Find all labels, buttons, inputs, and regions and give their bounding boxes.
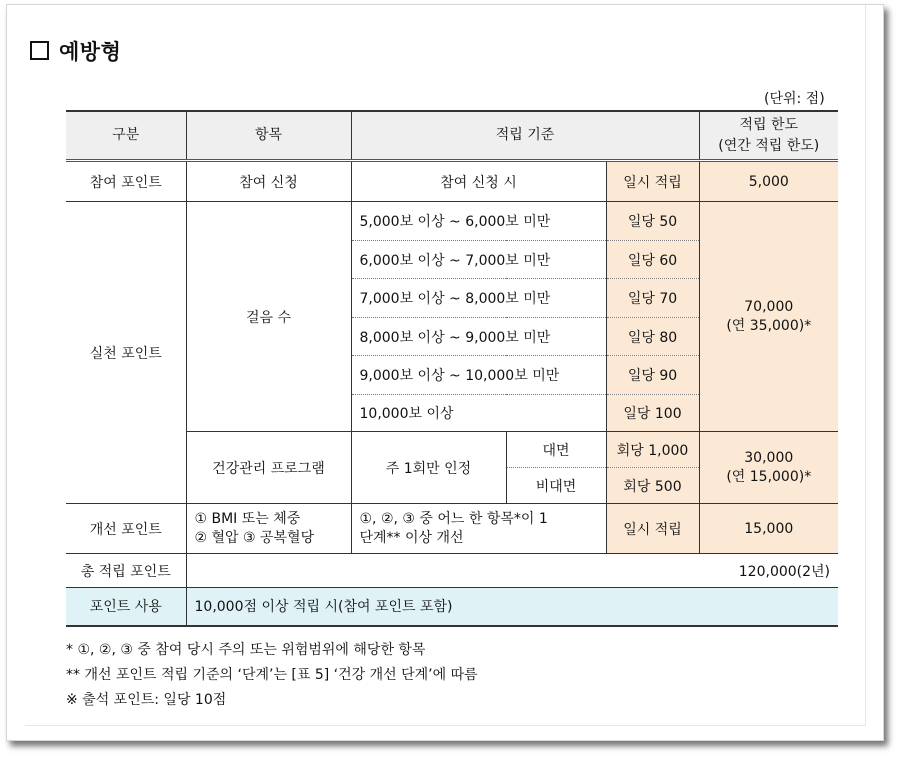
steps-range-5: 9,000보 이상 ~ 10,000보 미만 bbox=[351, 356, 606, 395]
improvement-award: 일시 적립 bbox=[606, 504, 699, 554]
participation-award: 일시 적립 bbox=[606, 161, 699, 202]
header-limit: 적립 한도 (연간 적립 한도) bbox=[699, 111, 838, 161]
practice-category: 실천 포인트 bbox=[66, 202, 186, 504]
participation-category: 참여 포인트 bbox=[66, 161, 186, 202]
section-title-text: 예방형 bbox=[59, 40, 122, 64]
improvement-item: ① BMI 또는 체중 ② 혈압 ③ 공복혈당 bbox=[186, 504, 351, 554]
improvement-limit: 15,000 bbox=[699, 504, 838, 554]
table-row bbox=[66, 161, 838, 202]
checkbox-square-icon bbox=[30, 41, 49, 60]
footnotes bbox=[66, 638, 478, 713]
participation-item: 참여 신청 bbox=[186, 161, 351, 202]
points-table bbox=[66, 110, 838, 627]
unit-label: (단위: 점) bbox=[764, 91, 825, 107]
header-row bbox=[66, 111, 838, 161]
table-row bbox=[66, 504, 838, 554]
footnote-1: * ①, ②, ③ 중 참여 당시 주의 또는 위험범위에 해당한 항목 bbox=[66, 642, 426, 658]
footnote-3: ※ 출석 포인트: 일당 10점 bbox=[66, 692, 227, 708]
steps-range-2: 6,000보 이상 ~ 7,000보 미만 bbox=[351, 241, 606, 279]
program-mode-2: 비대면 bbox=[506, 468, 606, 504]
total-label: 총 적립 포인트 bbox=[66, 554, 186, 588]
program-mode-1: 대면 bbox=[506, 432, 606, 468]
steps-range-6: 10,000보 이상 bbox=[351, 395, 606, 432]
header-criterion: 적립 기준 bbox=[351, 111, 699, 161]
program-award-2: 회당 500 bbox=[606, 468, 699, 504]
steps-range-1: 5,000보 이상 ~ 6,000보 미만 bbox=[351, 202, 606, 241]
footnote-2: ** 개선 포인트 적립 기준의 ‘단계’는 [표 5] ‘건강 개선 단계’에 따름 bbox=[66, 667, 478, 683]
table-row bbox=[66, 202, 838, 241]
participation-limit: 5,000 bbox=[699, 161, 838, 202]
steps-range-4: 8,000보 이상 ~ 9,000보 미만 bbox=[351, 318, 606, 356]
steps-award-3: 일당 70 bbox=[606, 279, 699, 318]
table-row bbox=[66, 588, 838, 626]
steps-award-5: 일당 90 bbox=[606, 356, 699, 395]
header-category: 구분 bbox=[66, 111, 186, 161]
participation-criterion: 참여 신청 시 bbox=[351, 161, 606, 202]
steps-award-6: 일당 100 bbox=[606, 395, 699, 432]
program-limit: 30,000 (연 15,000)* bbox=[699, 432, 838, 504]
header-item: 항목 bbox=[186, 111, 351, 161]
section-title bbox=[30, 36, 121, 66]
program-criterion: 주 1회만 인정 bbox=[351, 432, 506, 504]
program-award-1: 회당 1,000 bbox=[606, 432, 699, 468]
improvement-criterion: ①, ②, ③ 중 어느 한 항목*이 1 단계** 이상 개선 bbox=[351, 504, 606, 554]
steps-limit: 70,000 (연 35,000)* bbox=[699, 202, 838, 432]
improvement-category: 개선 포인트 bbox=[66, 504, 186, 554]
usage-value: 10,000점 이상 적립 시(참여 포인트 포함) bbox=[186, 588, 838, 626]
steps-item: 걸음 수 bbox=[186, 202, 351, 432]
steps-award-2: 일당 60 bbox=[606, 241, 699, 279]
steps-range-3: 7,000보 이상 ~ 8,000보 미만 bbox=[351, 279, 606, 318]
program-item: 건강관리 프로그램 bbox=[186, 432, 351, 504]
steps-award-1: 일당 50 bbox=[606, 202, 699, 241]
total-value: 120,000(2년) bbox=[186, 554, 838, 588]
steps-award-4: 일당 80 bbox=[606, 318, 699, 356]
table-row bbox=[66, 554, 838, 588]
usage-label: 포인트 사용 bbox=[66, 588, 186, 626]
